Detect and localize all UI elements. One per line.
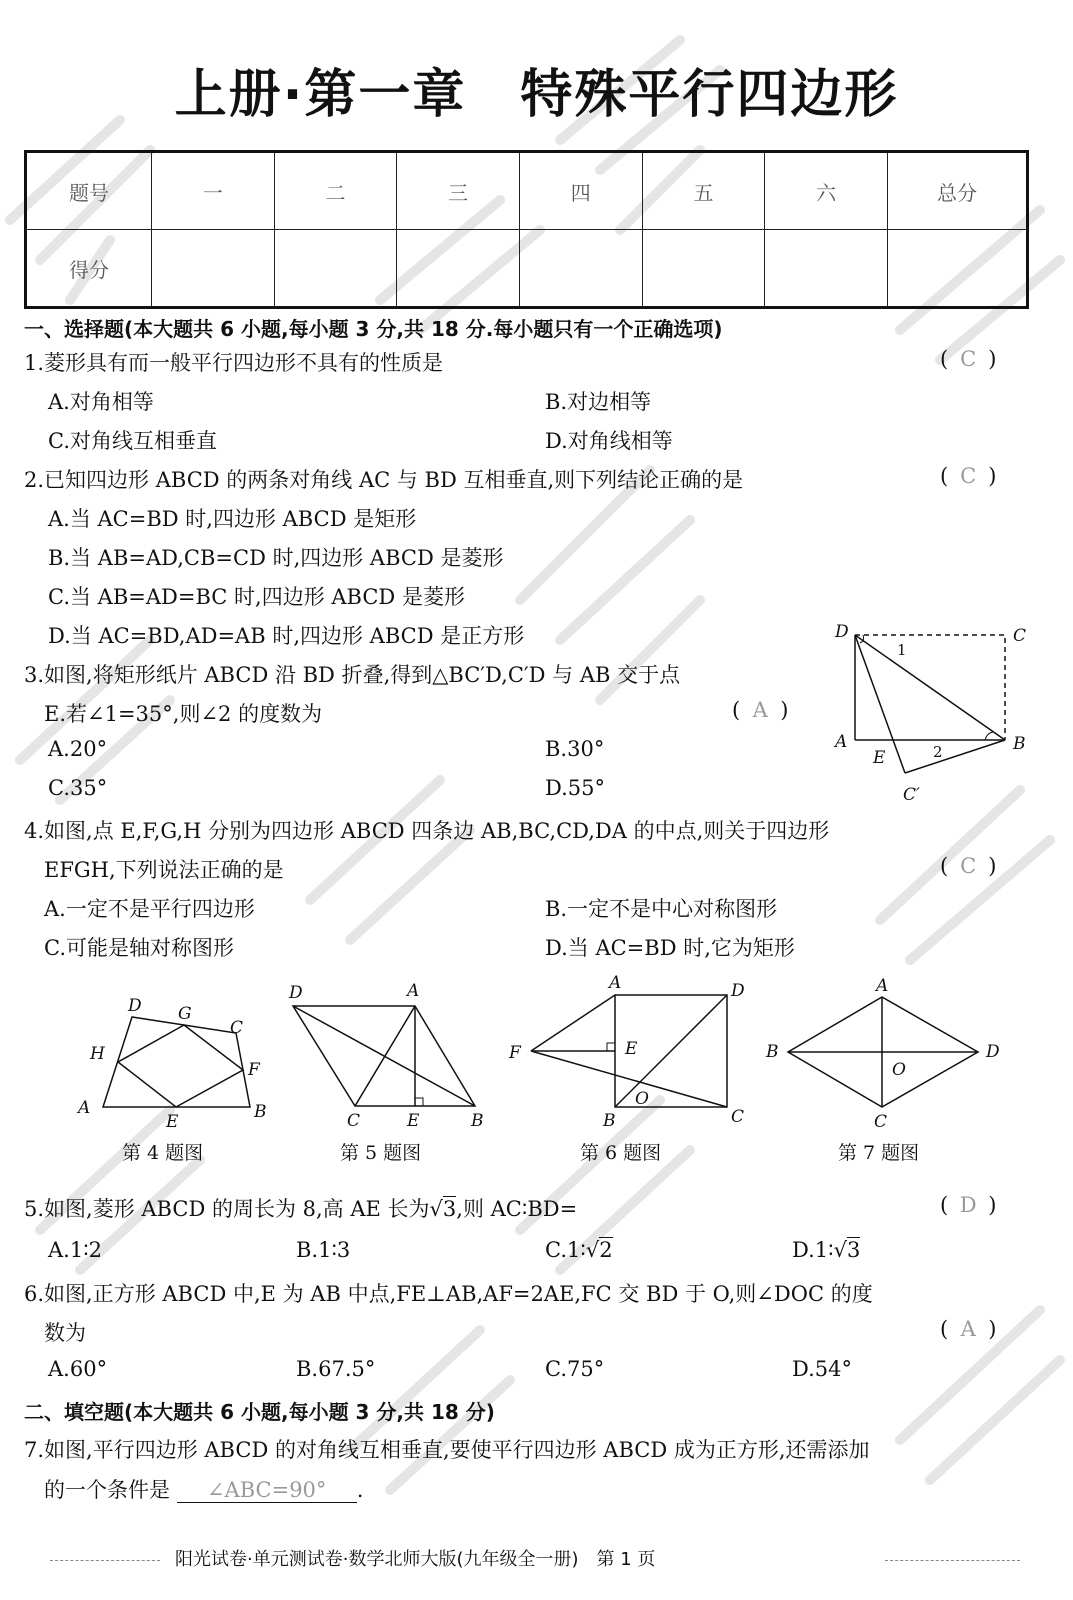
fig5-diagonal-ac (355, 1006, 415, 1106)
q5-option-d (792, 1238, 860, 1262)
q5-option-c (545, 1238, 613, 1262)
q3-option-d: D.55° (545, 776, 605, 800)
score-cell[interactable] (765, 230, 888, 308)
fig5-right-angle-mark (415, 1098, 423, 1106)
q7-stem-post: . (356, 1478, 364, 1502)
q4-option-c: C.可能是轴对称图形 (44, 936, 234, 960)
score-header-cell: 二 (274, 152, 397, 230)
question-4-answer: ( C ) (940, 854, 997, 878)
question-4-stem-line2: EFGH,下列说法正确的是 (44, 858, 284, 882)
score-header-cell: 一 (152, 152, 275, 230)
sqrt-symbol: √ (833, 1238, 847, 1262)
fig4-label: B (254, 1102, 267, 1122)
question-6-stem-line1: 6.如图,正方形 ABCD 中,E 为 AB 中点,FE⊥AB,AF=2AE,FC 交 BD 于 O,则∠DOC 的度 (24, 1282, 873, 1306)
score-cell[interactable] (152, 230, 275, 308)
q4-option-b: B.一定不是中心对称图形 (545, 897, 778, 921)
q1-option-a: A.对角相等 (48, 390, 154, 414)
score-header-cell: 六 (765, 152, 888, 230)
q1-option-d: D.对角线相等 (545, 429, 673, 453)
score-row-label: 得分 (26, 230, 152, 308)
question-4-stem-line1: 4.如图,点 E,F,G,H 分别为四边形 ABCD 四条边 AB,BC,CD,DA 的中点,则关于四边形 (24, 819, 830, 843)
q3-diagonal-bd (855, 635, 1005, 740)
fig7-label: C (874, 1112, 888, 1132)
score-cell[interactable] (888, 230, 1028, 308)
fig4-label: D (128, 996, 142, 1016)
answer-value: A (752, 698, 768, 722)
score-cell[interactable] (642, 230, 765, 308)
q6-option-b: B.67.5° (296, 1357, 376, 1381)
answer-value: D (959, 1193, 977, 1217)
question-1-stem: 1.菱形具有而一般平行四边形不具有的性质是 (24, 351, 444, 375)
fig6-label: C (731, 1107, 745, 1127)
fig4-label: F (248, 1060, 260, 1080)
q5-option-c-radicand: 2 (599, 1238, 613, 1262)
fig4-label: H (90, 1044, 105, 1064)
question-7-stem-line1: 7.如图,平行四边形 ABCD 的对角线互相垂直,要使平行四边形 ABCD 成为正方形,还需添加 (24, 1438, 870, 1462)
fig5-label: B (471, 1111, 484, 1131)
q5-radicand: 3 (442, 1197, 457, 1221)
score-header-cell: 题号 (26, 152, 152, 230)
fig6-caption: 第 6 题图 (580, 1142, 662, 1164)
q2-option-c: C.当 AB=AD=BC 时,四边形 ABCD 是菱形 (48, 585, 465, 609)
footer-divider (885, 1560, 1020, 1561)
score-header-cell: 总分 (888, 152, 1028, 230)
page-title: 上册·第一章 特殊平行四边形 (174, 65, 899, 125)
page-footer: 阳光试卷·单元测试卷·数学北师大版(九年级全一册) 第 1 页 (175, 1549, 656, 1570)
q3-label: B (1013, 734, 1026, 754)
q7-answer-blank[interactable]: ∠ABC=90° (177, 1478, 357, 1503)
question-3-answer: ( A ) (732, 698, 789, 722)
question-7-stem-line2 (44, 1474, 363, 1504)
fig6-line-af (531, 995, 615, 1051)
fig6-label: E (625, 1039, 638, 1059)
footer-divider (50, 1560, 160, 1561)
section-heading-fill: 二、填空题(本大题共 6 小题,每小题 3 分,共 18 分) (24, 1400, 495, 1424)
fig5-caption: 第 5 题图 (340, 1142, 422, 1164)
score-cell[interactable] (397, 230, 520, 308)
score-table (24, 150, 1029, 309)
q2-option-b: B.当 AB=AD,CB=CD 时,四边形 ABCD 是菱形 (48, 546, 504, 570)
q5-option-c-pre: C.1∶ (545, 1238, 586, 1262)
figure-4 (70, 985, 280, 1135)
q3-angle-mark (985, 732, 993, 740)
fig4-quad-efgh (118, 1025, 243, 1107)
fig4-label: E (166, 1112, 179, 1132)
q4-option-d: D.当 AC=BD 时,它为矩形 (545, 936, 795, 960)
fig6-label: O (635, 1089, 649, 1109)
q3-figure (825, 615, 1035, 810)
sqrt-symbol: √ (585, 1238, 600, 1262)
question-1-answer: ( C ) (940, 347, 997, 371)
question-5-answer: ( D ) (940, 1193, 997, 1217)
answer-value: C (960, 347, 977, 371)
score-header-cell: 五 (642, 152, 765, 230)
fig5-label: A (407, 981, 420, 1001)
q1-option-b: B.对边相等 (545, 390, 652, 414)
q3-label: 2 (933, 743, 943, 761)
score-header-cell: 三 (397, 152, 520, 230)
q2-option-d: D.当 AC=BD,AD=AB 时,四边形 ABCD 是正方形 (48, 624, 525, 648)
question-2-stem: 2.已知四边形 ABCD 的两条对角线 AC 与 BD 互相垂直,则下列结论正确的是 (24, 468, 744, 492)
fig6-label: F (509, 1043, 521, 1063)
q3-label: A (835, 732, 848, 752)
fig6-right-angle-mark (607, 1043, 615, 1051)
q3-edge-c-prime-b (905, 740, 1005, 773)
fig6-line-fc (531, 1051, 727, 1107)
question-3-stem-line2: E.若∠1=35°,则∠2 的度数为 (44, 702, 323, 726)
question-6-stem-line2: 数为 (44, 1321, 86, 1345)
sqrt-symbol: √ (429, 1197, 443, 1221)
fig6-label: A (609, 973, 622, 993)
fig6-label: D (731, 981, 745, 1001)
fig7-label: D (986, 1042, 1000, 1062)
fig4-label: C (230, 1018, 244, 1038)
q1-option-c: C.对角线互相垂直 (48, 429, 217, 453)
q3-label: E (873, 748, 886, 768)
question-3-stem-line1: 3.如图,将矩形纸片 ABCD 沿 BD 折叠,得到△BC′D,C′D 与 AB 交于点 (24, 663, 681, 687)
q2-option-a: A.当 AC=BD 时,四边形 ABCD 是矩形 (48, 507, 417, 531)
q3-option-b: B.30° (545, 737, 605, 761)
fig4-caption: 第 4 题图 (122, 1142, 204, 1164)
q6-option-d: D.54° (792, 1357, 852, 1381)
q6-option-c: C.75° (545, 1357, 605, 1381)
fig6-label: B (603, 1111, 616, 1131)
fig5-label: C (347, 1111, 361, 1131)
q3-label: C′ (903, 785, 920, 805)
q3-label: D (835, 622, 849, 642)
q4-option-a: A.一定不是平行四边形 (44, 897, 255, 921)
q3-label: C (1013, 626, 1027, 646)
fig4-label: G (178, 1004, 192, 1024)
fig4-label: A (78, 1098, 91, 1118)
fig5-label: D (289, 983, 303, 1003)
question-6-answer: ( A ) (940, 1317, 997, 1341)
score-table-score-row (26, 230, 1028, 308)
answer-value: C (960, 464, 977, 488)
q5-option-a: A.1∶2 (48, 1238, 103, 1262)
answer-value: A (960, 1317, 976, 1341)
fig7-label: O (892, 1060, 906, 1080)
fig4-quad-abcd (103, 1017, 250, 1107)
q5-option-d-pre: D.1∶ (792, 1238, 834, 1262)
score-header-cell: 四 (519, 152, 642, 230)
q5-option-d-radicand: 3 (846, 1238, 861, 1262)
score-cell[interactable] (519, 230, 642, 308)
fig5-label: E (407, 1111, 420, 1131)
score-table-header-row (26, 152, 1028, 230)
question-5-stem (24, 1193, 577, 1223)
q5-stem-post: ,则 AC∶BD= (456, 1197, 578, 1221)
fig5-diagonal-db (293, 1006, 475, 1106)
figure-7 (760, 975, 1010, 1135)
q5-stem-pre: 5.如图,菱形 ABCD 的周长为 8,高 AE 长为 (24, 1197, 430, 1221)
q5-option-b: B.1∶3 (296, 1238, 351, 1262)
q3-option-a: A.20° (48, 737, 108, 761)
q3-option-c: C.35° (48, 776, 108, 800)
fig7-label: A (876, 976, 889, 996)
q6-option-a: A.60° (48, 1357, 108, 1381)
fig7-label: B (766, 1042, 779, 1062)
figure-6 (505, 970, 745, 1135)
fig7-caption: 第 7 题图 (838, 1142, 920, 1164)
answer-value: C (960, 854, 977, 878)
question-2-answer: ( C ) (940, 464, 997, 488)
figure-5 (285, 978, 490, 1136)
score-cell[interactable] (274, 230, 397, 308)
section-heading-choice: 一、选择题(本大题共 6 小题,每小题 3 分,共 18 分.每小题只有一个正确选项) (24, 317, 723, 341)
q7-stem-pre: 的一个条件是 (44, 1478, 170, 1502)
q3-label: 1 (897, 641, 907, 659)
